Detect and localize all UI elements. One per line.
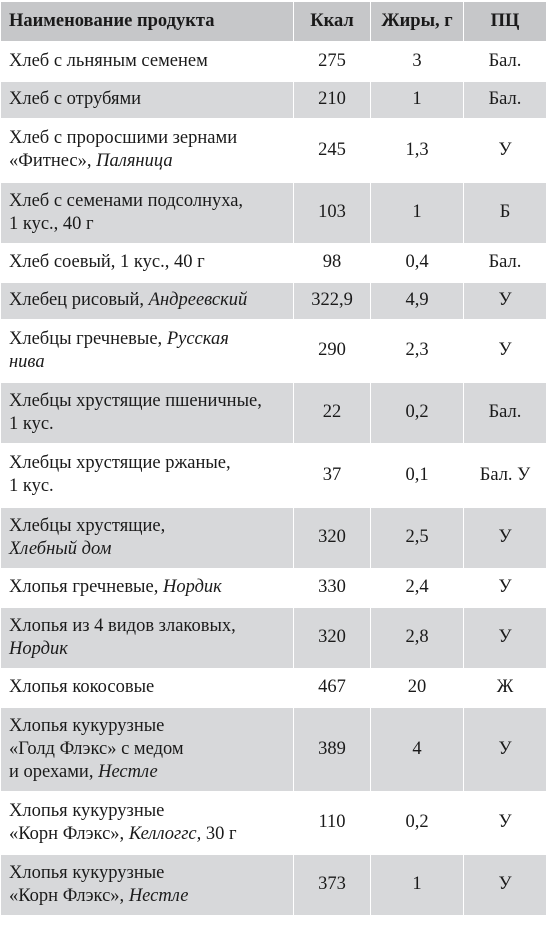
pc-cell: Бал. — [464, 382, 546, 444]
product-name-line — [9, 638, 287, 661]
product-name-line — [9, 515, 287, 538]
pc-cell: У — [464, 569, 546, 607]
product-brand-text: нива — [9, 351, 45, 372]
product-name-cell — [1, 81, 294, 119]
product-name-text: Хлеб с проросшими зернами — [9, 128, 238, 148]
product-name-text: Хлопья гречневые, — [9, 577, 163, 597]
product-name-line — [9, 289, 287, 312]
pc-cell: У — [464, 607, 546, 669]
product-name-text: «Фитнес», — [9, 151, 97, 171]
product-name-text: Хлеб соевый, 1 кус., 40 г — [9, 252, 205, 272]
product-name-cell — [1, 507, 294, 569]
product-name-line — [9, 452, 287, 475]
product-name-text: Хлебцы хрустящие пшеничные, — [9, 390, 262, 411]
table-row — [1, 507, 546, 569]
table-row — [1, 607, 546, 669]
product-brand-text: Нестле — [128, 885, 189, 906]
product-name-cell — [1, 182, 294, 244]
kcal-cell: 330 — [294, 569, 371, 607]
fat-cell: 20 — [371, 669, 464, 707]
product-brand-text: Хлебный дом — [9, 538, 112, 559]
product-brand-text: Нордик — [162, 577, 222, 597]
fat-cell: 4,9 — [371, 282, 464, 320]
product-name-line — [9, 862, 287, 885]
fat-cell: 0,1 — [371, 444, 464, 507]
fat-cell: 2,4 — [371, 569, 464, 607]
product-name-cell — [1, 669, 294, 707]
product-name-text: «Голд Флэкс» с медом — [9, 738, 184, 759]
pc-cell: У — [464, 282, 546, 320]
table-row — [1, 382, 546, 444]
product-name-text: Хлебцы хрустящие, — [9, 515, 166, 536]
table-body — [1, 43, 546, 916]
pc-cell: Бал. — [464, 43, 546, 81]
fat-cell: 2,3 — [371, 320, 464, 382]
product-brand-text: Нордик — [9, 638, 68, 659]
kcal-cell: 290 — [294, 320, 371, 382]
pc-cell: Бал. У — [464, 444, 546, 507]
product-name-cell — [1, 320, 294, 382]
product-name-cell — [1, 569, 294, 607]
table-row — [1, 119, 546, 182]
product-brand-text: Нестле — [98, 761, 158, 782]
table-row — [1, 569, 546, 607]
product-brand-text: Келлоггс, — [128, 823, 202, 844]
product-name-cell — [1, 444, 294, 507]
kcal-cell: 467 — [294, 669, 371, 707]
product-name-line — [9, 213, 287, 236]
product-name-text: 1 кус., 40 г — [9, 213, 94, 234]
product-name-cell — [1, 244, 294, 282]
product-name-line — [9, 800, 287, 823]
product-name-line — [9, 761, 287, 784]
product-name-text: Хлебцы хрустящие ржаные, — [9, 453, 231, 473]
table-row — [1, 707, 546, 792]
product-brand-text: Паляница — [96, 151, 173, 171]
product-name-line — [9, 413, 287, 436]
kcal-cell: 210 — [294, 81, 371, 119]
kcal-cell: 103 — [294, 182, 371, 244]
kcal-cell: 22 — [294, 382, 371, 444]
product-name-cell — [1, 607, 294, 669]
product-name-text: Хлеб с семенами подсолнуха, — [9, 190, 244, 211]
product-name-text: Хлопья кукурузные — [9, 800, 165, 821]
product-name-cell — [1, 382, 294, 444]
kcal-cell: 373 — [294, 854, 371, 916]
product-name-line — [9, 823, 287, 846]
product-name-line — [9, 150, 287, 173]
fat-cell: 1 — [371, 182, 464, 244]
fat-cell: 1 — [371, 81, 464, 119]
product-name-line — [9, 885, 287, 908]
pc-cell: У — [464, 792, 546, 854]
product-name-line — [9, 50, 287, 73]
product-name-text: Хлеб с льняным семенем — [9, 51, 208, 72]
product-name-text: 1 кус. — [9, 476, 54, 496]
product-name-text: Хлопья кокосовые — [9, 677, 155, 697]
product-name-cell — [1, 119, 294, 182]
pc-cell: Бал. — [464, 81, 546, 119]
product-name-cell — [1, 282, 294, 320]
product-name-text: Хлебец рисовый, — [9, 290, 149, 310]
header-product-name: Наименование продукта — [1, 1, 294, 43]
product-name-line — [9, 475, 287, 498]
table-header-row — [1, 1, 546, 43]
fat-cell: 1,3 — [371, 119, 464, 182]
product-name-text: Хлопья из 4 видов злаковых, — [9, 615, 236, 636]
product-name-text: Хлопья кукурузные — [9, 715, 165, 736]
product-name-line — [9, 738, 287, 761]
product-name-cell — [1, 43, 294, 81]
product-name-line — [9, 351, 287, 374]
header-fat: Жиры, г — [371, 1, 464, 43]
table-row — [1, 244, 546, 282]
pc-cell: Бал. — [464, 244, 546, 282]
kcal-cell: 389 — [294, 707, 371, 792]
pc-cell: У — [464, 707, 546, 792]
fat-cell: 1 — [371, 854, 464, 916]
product-name-text: Хлопья кукурузные — [9, 862, 165, 883]
product-name-line — [9, 328, 287, 351]
product-name-text: «Корн Флэкс», — [9, 823, 129, 844]
kcal-cell: 275 — [294, 43, 371, 81]
table-row — [1, 81, 546, 119]
product-name-line — [9, 538, 287, 561]
product-name-cell — [1, 792, 294, 854]
header-kcal: Ккал — [294, 1, 371, 43]
pc-cell: У — [464, 119, 546, 182]
table-row — [1, 320, 546, 382]
product-name-text: 1 кус. — [9, 413, 54, 434]
product-name-line — [9, 615, 287, 638]
pc-cell: У — [464, 507, 546, 569]
table-row — [1, 669, 546, 707]
product-brand-text: Андреевский — [148, 290, 248, 310]
pc-cell: У — [464, 320, 546, 382]
kcal-cell: 98 — [294, 244, 371, 282]
table-row — [1, 43, 546, 81]
table-row — [1, 854, 546, 916]
kcal-cell: 322,9 — [294, 282, 371, 320]
table-row — [1, 182, 546, 244]
product-name-text: Хлебцы гречневые, — [9, 328, 167, 349]
fat-cell: 2,5 — [371, 507, 464, 569]
product-name-line — [9, 127, 287, 150]
product-name-line — [9, 576, 287, 599]
product-name-line — [9, 676, 287, 699]
pc-cell: У — [464, 854, 546, 916]
fat-cell: 2,8 — [371, 607, 464, 669]
product-name-text: «Корн Флэкс», — [9, 885, 129, 906]
product-name-text: Хлеб с отрубями — [9, 89, 142, 109]
product-name-line — [9, 88, 287, 111]
fat-cell: 4 — [371, 707, 464, 792]
product-name-text: 30 г — [201, 823, 237, 844]
kcal-cell: 245 — [294, 119, 371, 182]
table-row — [1, 792, 546, 854]
product-name-line — [9, 251, 287, 274]
kcal-cell: 320 — [294, 607, 371, 669]
pc-cell: Б — [464, 182, 546, 244]
header-pc: ПЦ — [464, 1, 546, 43]
product-name-cell — [1, 854, 294, 916]
table-row — [1, 282, 546, 320]
product-name-text: и орехами, — [9, 761, 99, 782]
fat-cell: 0,2 — [371, 382, 464, 444]
pc-cell: Ж — [464, 669, 546, 707]
kcal-cell: 110 — [294, 792, 371, 854]
kcal-cell: 320 — [294, 507, 371, 569]
fat-cell: 0,2 — [371, 792, 464, 854]
product-name-line — [9, 390, 287, 413]
product-name-line — [9, 190, 287, 213]
product-name-line — [9, 715, 287, 738]
fat-cell: 0,4 — [371, 244, 464, 282]
product-brand-text: Русская — [166, 328, 229, 349]
kcal-cell: 37 — [294, 444, 371, 507]
table-row — [1, 444, 546, 507]
fat-cell: 3 — [371, 43, 464, 81]
product-name-cell — [1, 707, 294, 792]
